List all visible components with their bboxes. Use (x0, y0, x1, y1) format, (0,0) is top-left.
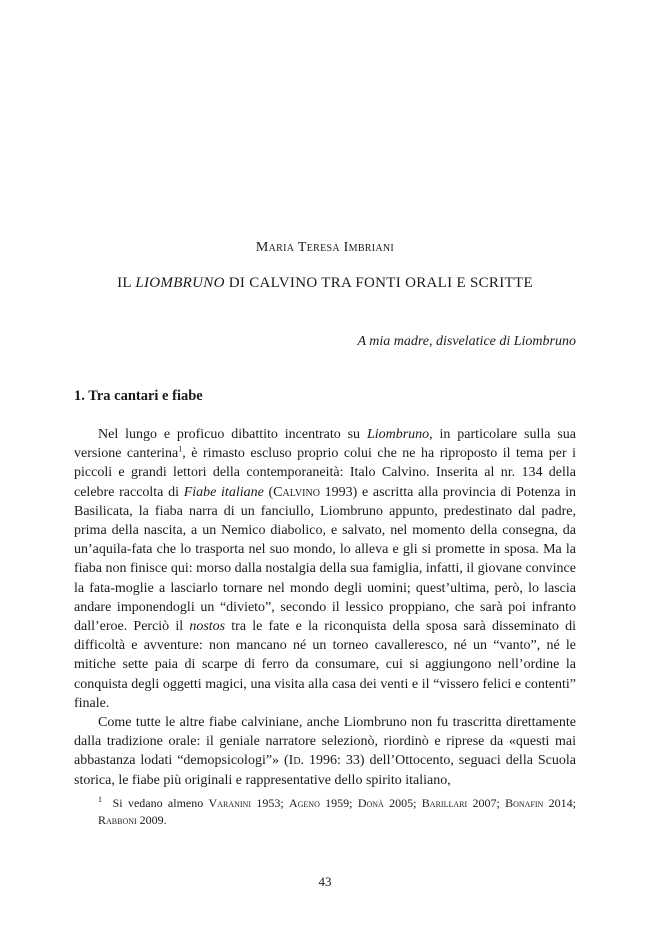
footnote: $^1$ Si vedano almeno Varanini 1953; Ageno 1959; Donà 2005; Barillari 2007; Bonafin 2014; Rabboni 2009. (98, 795, 576, 827)
page-number: 43 (318, 874, 332, 889)
footnote-ref: 1 (178, 444, 183, 454)
body-text (74, 425, 576, 790)
author-name: Maria Teresa Imbriani (255, 240, 395, 255)
article-title (0, 275, 650, 292)
title-italic: LIOMBRUNO (135, 275, 225, 291)
paragraph-2: Come tutte le altre fiabe calviniane, anche Liombruno non fu trascritta direttamente dalla tradizione orale: il geniale narratore selezionò, riordinò e riprese da «questi mai abbastanza lodati “demopsicologi”» (Id. 1996: 33) dell’Ottocento, seguaci della Scuola storica, le fiabe più originali e rappresentative dello spirito italiano, (74, 715, 576, 788)
footnote-number: 1 (98, 795, 102, 804)
paragraph-1: Nel lungo e proficuo dibattito incentrato su Liombruno, in particolare sulla sua versione canterina$^1$, è rimasto escluso proprio colui che ne ha riproposto il tema per i piccoli e grandi lettori della contemporaneità: Italo Calvino. Inserita al nr. 134 della celebre raccolta di Fiabe italiane (Calvino 1993) e ascritta alla provincia di Potenza in Basilicata, la fiaba narra di un fanciullo, Liombruno appunto, predestinato dal padre, prima della nascita, a un Nemico diabolico, e salvato, nel momento della consegna, da un’aquila-fata che lo trasporta nel suo mondo, lo alleva e gli si promette in sposa. Ma la fiaba non finisce qui: morso dalla nostalgia della sua famiglia, infatti, il giovane convince la fata-moglie a lasciarlo tornare nel mondo degli uomini; quest’ultima, però, lo lascia andare imponendogli un “divieto”, secondo il lessico proppiano, che sarà poi infranto dall’eroe. Perciò il nostos tra le fate e la riconquista della sposa sarà disseminato di difficoltà e avventure: non mancano né un torneo cavalleresco, né un “vanto”, né le mitiche sette paia di scarpe di ferro da consumare, cui si aggiungono nell’ordine la conquista degli oggetti magici, una visita alla casa dei venti e il “vissero felici e contenti” finale. (74, 427, 577, 711)
title-suffix: DI CALVINO TRA FONTI ORALI E SCRITTE (224, 275, 533, 291)
dedication: A mia madre, disvelatice di Liombruno (357, 334, 576, 349)
title-prefix: IL (117, 275, 136, 291)
section-heading: 1. Tra cantari e fiabe (74, 388, 203, 404)
